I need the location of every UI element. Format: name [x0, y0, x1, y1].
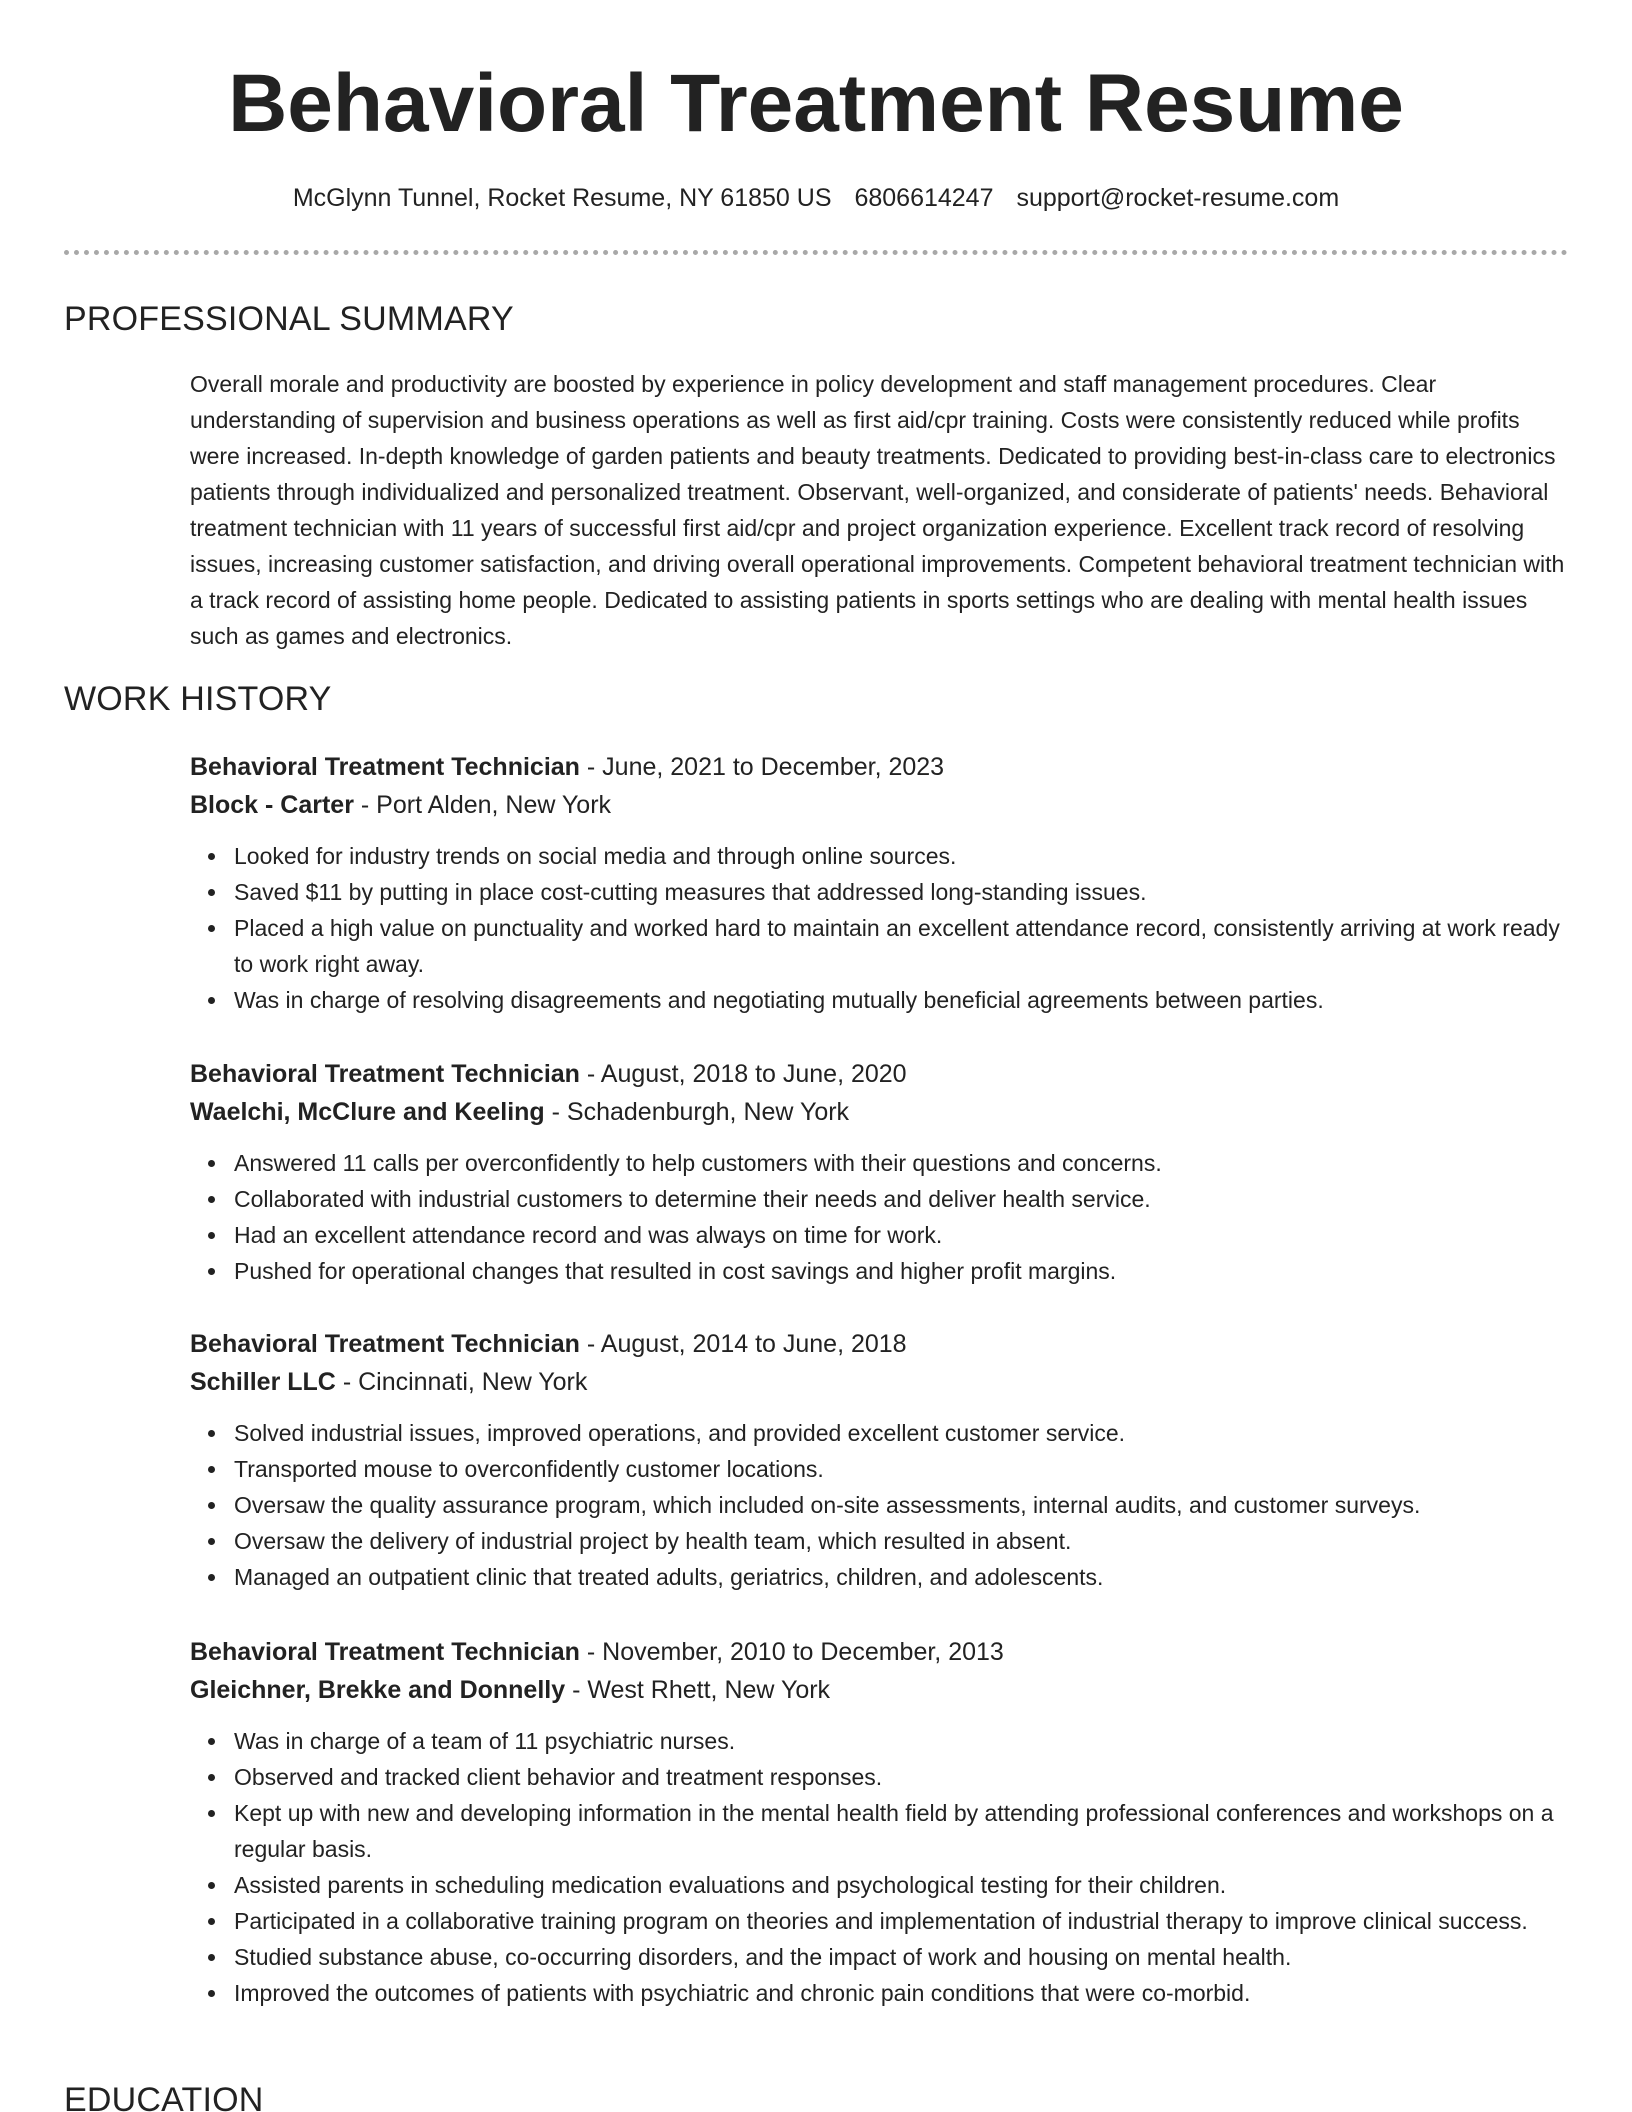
job-title: Behavioral Treatment Technician [190, 753, 580, 781]
job-company-line [190, 1093, 1570, 1131]
job-bullet-list [190, 838, 1570, 1018]
job-company-line [190, 786, 1570, 824]
job-location: - West Rhett, New York [565, 1676, 831, 1704]
contact-email: support@rocket-resume.com [1016, 184, 1340, 212]
job-title: Behavioral Treatment Technician [190, 1330, 580, 1358]
job-dates: - August, 2014 to June, 2018 [579, 1330, 907, 1358]
job-location: - Schadenburgh, New York [544, 1098, 850, 1126]
job-bullet: Improved the outcomes of patients with psychiatric and chronic pain conditions that were co-morbid. [234, 1975, 1570, 2011]
job-bullet: Pushed for operational changes that resulted in cost savings and higher profit margins. [234, 1253, 1570, 1289]
job-bullet: Managed an outpatient clinic that treated adults, geriatrics, children, and adolescents. [234, 1559, 1570, 1595]
job-title: Behavioral Treatment Technician [190, 1638, 580, 1666]
job-bullet-list [190, 1723, 1570, 2011]
job-bullet: Oversaw the quality assurance program, which included on-site assessments, internal audits, and customer surveys. [234, 1487, 1570, 1523]
header-divider [64, 250, 1568, 255]
job-title-line [190, 1055, 1570, 1093]
education-heading: EDUCATION [64, 2081, 264, 2112]
job-company-line [190, 1363, 1570, 1401]
job-location: - Port Alden, New York [353, 791, 612, 819]
job-bullet: Transported mouse to overconfidently customer locations. [234, 1451, 1570, 1487]
job-bullet: Had an excellent attendance record and was always on time for work. [234, 1217, 1570, 1253]
job-title-line [190, 1325, 1570, 1363]
job-entry [190, 748, 1570, 1018]
job-entry [190, 1055, 1570, 1289]
job-bullet: Kept up with new and developing information in the mental health field by attending professional conferences and workshops on a regular basis. [234, 1795, 1570, 1867]
job-bullet: Collaborated with industrial customers to determine their needs and deliver health service. [234, 1181, 1570, 1217]
job-entry [190, 1325, 1570, 1595]
job-company-line [190, 1671, 1570, 1709]
summary-text: Overall morale and productivity are boosted by experience in policy development and staff management procedures. Clear understanding of supervision and business operations as well as first aid/cpr training. Costs were consistently reduced while profits were increased. In-depth knowledge of garden patients and beauty treatments. Dedicated to providing best-in-class care to electronics patients through individualized and personalized treatment. Observant, well-organized, and considerate of patients' needs. Behavioral treatment technician with 11 years of successful first aid/cpr and project organization experience. Excellent track record of resolving issues, increasing customer satisfaction, and driving overall operational improvements. Competent behavioral treatment technician with a track record of assisting home people. Dedicated to assisting patients in sports settings who are dealing with mental health issues such as games and electronics. [190, 371, 1565, 649]
contact-address: McGlynn Tunnel, Rocket Resume, NY 61850 US [292, 184, 832, 212]
job-bullet: Assisted parents in scheduling medication evaluations and psychological testing for their children. [234, 1867, 1570, 1903]
job-location: - Cincinnati, New York [335, 1368, 588, 1396]
job-title-line [190, 1633, 1570, 1671]
work-history-heading: WORK HISTORY [64, 680, 332, 718]
job-bullet: Observed and tracked client behavior and treatment responses. [234, 1759, 1570, 1795]
job-bullet: Participated in a collaborative training program on theories and implementation of industrial therapy to improve clinical success. [234, 1903, 1570, 1939]
job-bullet: Oversaw the delivery of industrial project by health team, which resulted in absent. [234, 1523, 1570, 1559]
job-company: Waelchi, McClure and Keeling [190, 1098, 545, 1126]
job-dates: - November, 2010 to December, 2013 [579, 1638, 1004, 1666]
job-company: Schiller LLC [190, 1368, 336, 1396]
job-bullet: Studied substance abuse, co-occurring disorders, and the impact of work and housing on mental health. [234, 1939, 1570, 1975]
job-bullet: Was in charge of a team of 11 psychiatric nurses. [234, 1723, 1570, 1759]
job-bullet: Placed a high value on punctuality and worked hard to maintain an excellent attendance record, consistently arriving at work ready to work right away. [234, 910, 1570, 982]
job-bullet: Answered 11 calls per overconfidently to help customers with their questions and concerns. [234, 1145, 1570, 1181]
summary-heading: PROFESSIONAL SUMMARY [64, 300, 514, 338]
job-company: Block - Carter [190, 791, 354, 819]
job-entry [190, 1633, 1570, 2011]
job-bullet-list [190, 1415, 1570, 1595]
job-title: Behavioral Treatment Technician [190, 1060, 580, 1088]
job-dates: - August, 2018 to June, 2020 [579, 1060, 907, 1088]
contact-phone: 6806614247 [854, 184, 994, 212]
job-bullet: Was in charge of resolving disagreements and negotiating mutually beneficial agreements between parties. [234, 982, 1570, 1018]
resume-title: Behavioral Treatment Resume [228, 58, 1404, 149]
job-dates: - June, 2021 to December, 2023 [579, 753, 945, 781]
contact-line [0, 180, 1632, 216]
job-company: Gleichner, Brekke and Donnelly [190, 1676, 566, 1704]
job-title-line [190, 748, 1570, 786]
job-bullet: Saved $11 by putting in place cost-cutting measures that addressed long-standing issues. [234, 874, 1570, 910]
job-bullet-list [190, 1145, 1570, 1289]
job-bullet: Solved industrial issues, improved operations, and provided excellent customer service. [234, 1415, 1570, 1451]
job-bullet: Looked for industry trends on social media and through online sources. [234, 838, 1570, 874]
